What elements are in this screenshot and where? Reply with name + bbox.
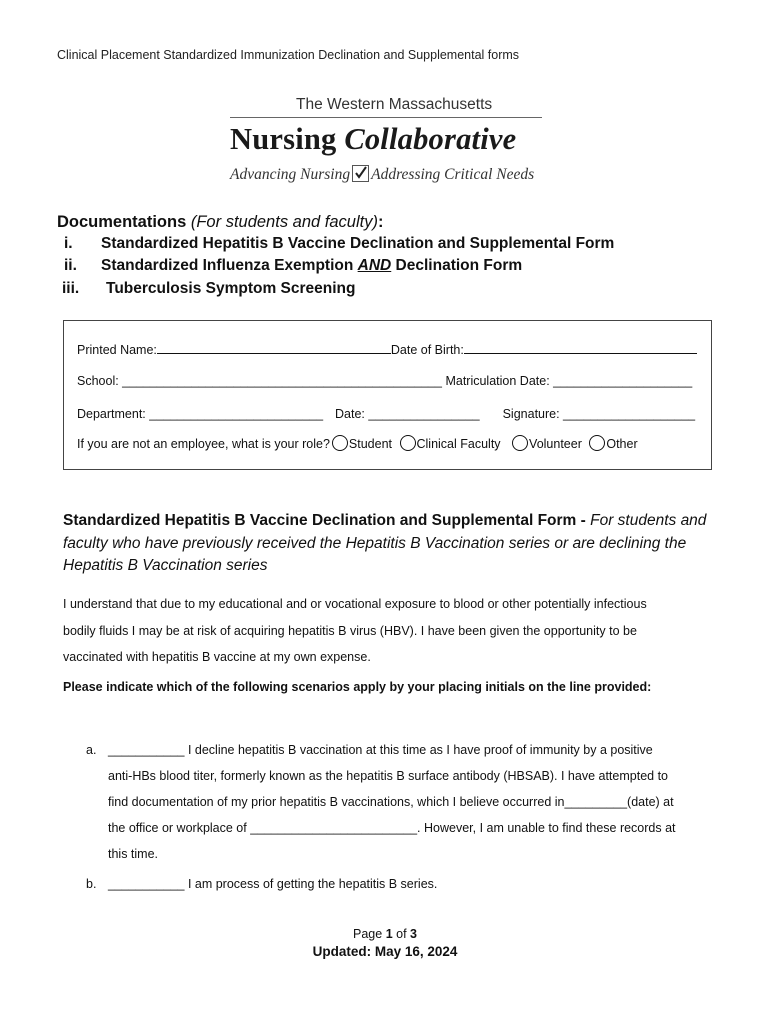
documentations-colon: : — [377, 213, 384, 231]
option-a-line: anti-HBs blood titer, formerly known as the hepatitis B surface antibody (HBSAB). I have attempted to — [108, 769, 668, 783]
option-a-line[interactable]: find documentation of my prior hepatitis B vaccinations, which I believe occurred in_________(date) at — [108, 795, 674, 809]
page-total: 3 — [410, 927, 417, 941]
list-item-text-before: Standardized Influenza Exemption — [101, 257, 358, 274]
hepatitis-b-section-title — [63, 510, 713, 578]
list-number: iii. — [62, 280, 80, 297]
role-clinical-faculty-radio[interactable] — [400, 435, 416, 451]
logo-top-text: The Western Massachusetts — [296, 96, 493, 113]
role-volunteer-label: Volunteer — [529, 437, 582, 451]
list-item-text: Tuberculosis Symptom Screening — [106, 280, 356, 297]
list-item-text: Standardized Hepatitis B Vaccine Declination and Supplemental Form — [101, 235, 615, 252]
option-b-letter: b. — [86, 877, 97, 891]
department-field[interactable]: Department: _________________________ — [77, 407, 324, 421]
school-row — [77, 374, 692, 388]
logo-tagline — [230, 163, 534, 184]
list-item-text-after: Declination Form — [391, 257, 523, 274]
page-number — [0, 927, 770, 941]
dob-field[interactable] — [464, 341, 697, 354]
role-student-radio[interactable] — [332, 435, 348, 451]
date-field[interactable]: Date: ________________ — [335, 407, 480, 421]
role-student-label: Student — [348, 437, 393, 451]
role-other-label: Other — [606, 437, 638, 451]
list-item-text — [101, 257, 522, 275]
option-a-line: this time. — [108, 847, 159, 861]
section-title-bold: Standardized Hepatitis B Vaccine Declination and Supplemental Form - — [63, 512, 591, 529]
department-row — [77, 407, 695, 421]
matriculation-date-field[interactable]: Matriculation Date: ____________________ — [445, 374, 693, 388]
role-other-radio[interactable] — [589, 435, 605, 451]
option-b-line[interactable]: ___________ I am process of getting the hepatitis B series. — [108, 877, 438, 891]
document-header: Clinical Placement Standardized Immunization Declination and Supplemental forms — [57, 48, 520, 62]
role-volunteer-radio[interactable] — [512, 435, 528, 451]
printed-name-field[interactable] — [157, 341, 391, 354]
paragraph-line: bodily fluids I may be at risk of acquiring hepatitis B virus (HBV). I have been given the opportunity to be — [63, 624, 637, 638]
dob-label: Date of Birth: — [390, 343, 464, 357]
paragraph-line: I understand that due to my educational and or vocational exposure to blood or other potentially infectious — [63, 597, 647, 611]
instruction-text: Please indicate which of the following scenarios apply by your placing initials on the line provided: — [63, 680, 652, 694]
section-title-italic: For students and faculty who have previously received the Hepatitis B Vaccination series or are declining the Hepatitis B Vaccination series — [63, 512, 707, 574]
role-question: If you are not an employee, what is your role? — [77, 437, 330, 451]
page-prefix: Page — [353, 927, 386, 941]
paragraph-line: vaccinated with hepatitis B vaccine at my own expense. — [63, 650, 371, 664]
role-clinical-faculty-label: Clinical Faculty — [416, 437, 501, 451]
logo-main-bold: Nursing — [230, 122, 337, 156]
list-number: ii. — [64, 257, 77, 274]
documentations-title — [57, 213, 383, 232]
option-a-line[interactable]: the office or workplace of ________________________. However, I am unable to find these records at — [108, 821, 676, 835]
logo-rule — [230, 117, 542, 118]
list-item-emphasis: AND — [357, 257, 392, 274]
documentations-note: (For students and faculty) — [190, 213, 378, 231]
updated-date: Updated: May 16, 2024 — [312, 944, 458, 959]
logo-main-italic: Collaborative — [344, 122, 517, 156]
logo-main-text — [230, 122, 516, 157]
logo-tag-right: Addressing Critical Needs — [371, 166, 535, 183]
checkmark-icon — [352, 165, 369, 182]
page-of: of — [392, 927, 411, 941]
printed-name-label: Printed Name: — [77, 343, 157, 357]
nursing-collaborative-logo — [230, 96, 545, 188]
option-a-letter: a. — [86, 743, 97, 757]
logo-tag-left: Advancing Nursing — [230, 166, 351, 183]
documentations-label: Documentations — [57, 213, 187, 231]
role-row — [77, 435, 638, 451]
personal-info-form — [63, 320, 712, 470]
option-a-line[interactable]: ___________ I decline hepatitis B vaccination at this time as I have proof of immunity by a positive — [108, 743, 653, 757]
signature-field[interactable]: Signature: ___________________ — [502, 407, 696, 421]
name-dob-row — [77, 341, 697, 357]
list-number: i. — [64, 235, 73, 252]
page-current: 1 — [385, 927, 393, 941]
school-field[interactable]: School: ______________________________________________ — [77, 374, 442, 388]
